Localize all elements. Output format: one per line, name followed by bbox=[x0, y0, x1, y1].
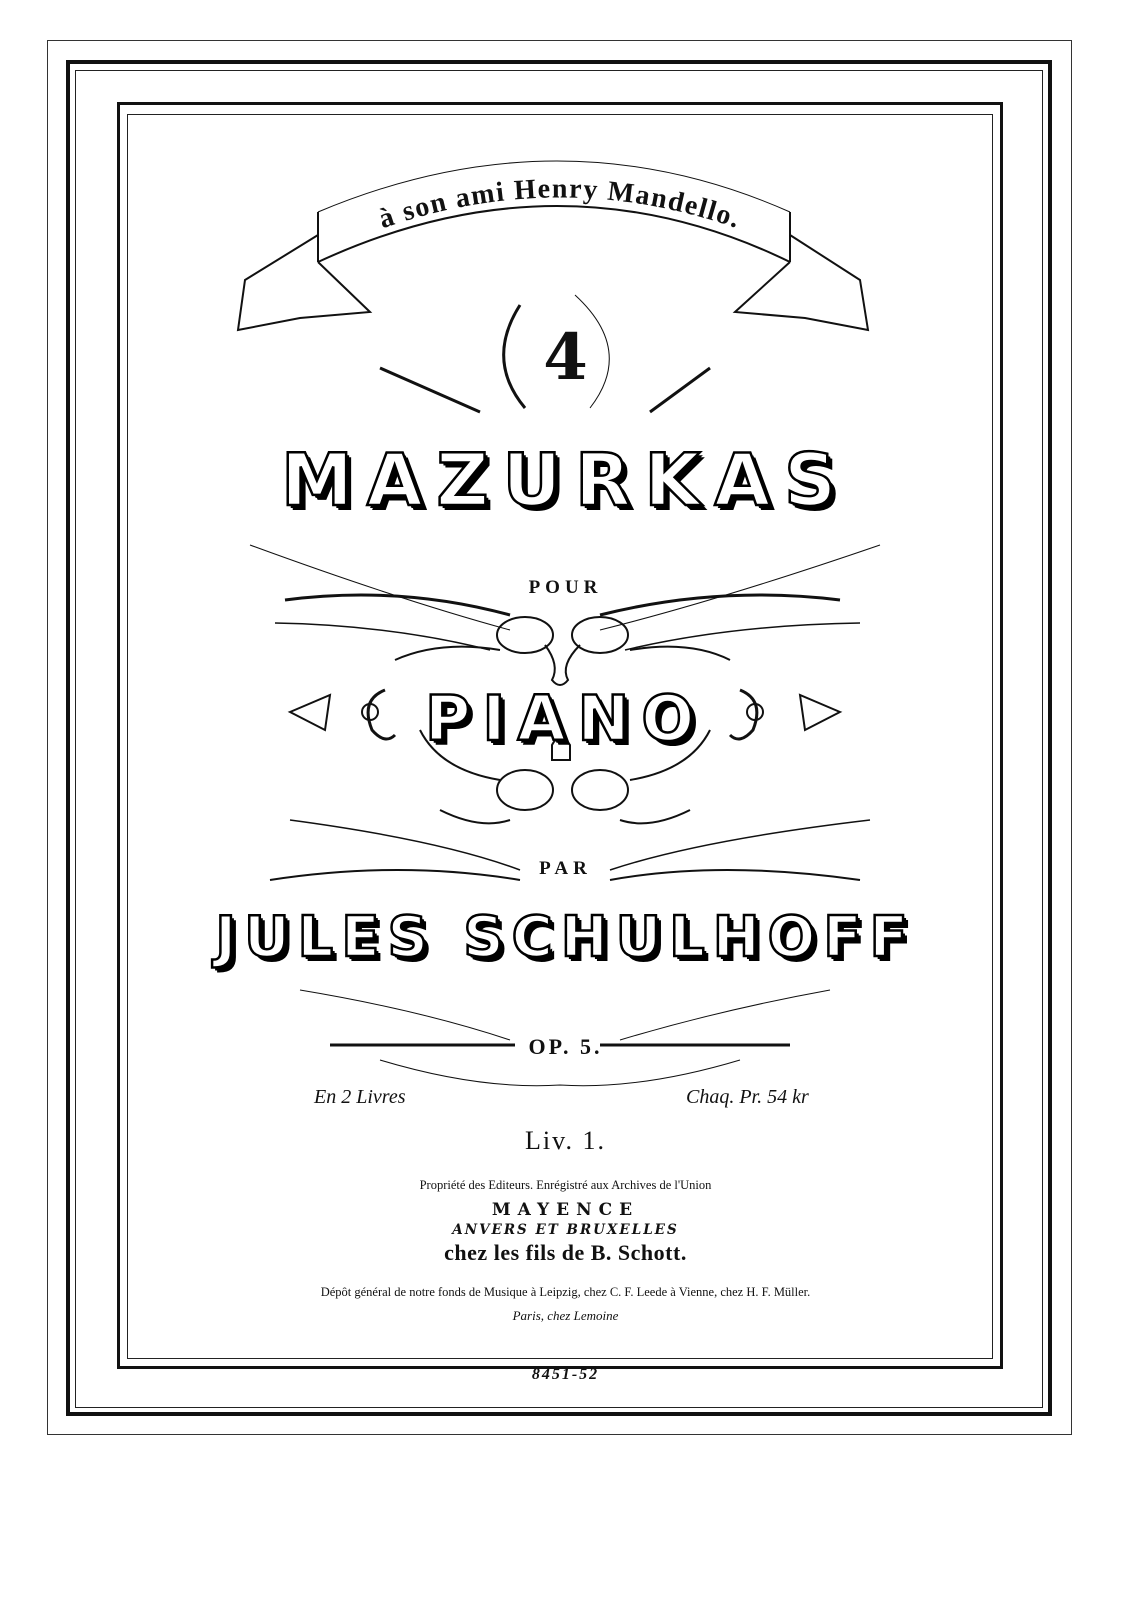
dedication-ribbon bbox=[0, 150, 1131, 270]
publisher-city: MAYENCE bbox=[491, 1200, 640, 1220]
label-par: PAR bbox=[539, 858, 592, 879]
title-mazurkas: MAZURKAS bbox=[281, 438, 850, 522]
depot-note: Dépôt général de notre fonds de Musique à Leipzig, chez C. F. Leede à Vienne, chez H. F. Müller. bbox=[320, 1285, 811, 1299]
opus-number: OP. 5. bbox=[528, 1034, 603, 1059]
property-note: Propriété des Editeurs. Enrégistré aux Archives de l'Union bbox=[419, 1178, 712, 1192]
label-pour: POUR bbox=[528, 577, 603, 598]
publisher-branches: ANVERS ET BRUXELLES bbox=[452, 1222, 679, 1238]
composer-name: JULES SCHULHOFF bbox=[215, 905, 916, 970]
publisher-name: chez les fils de B. Schott. bbox=[444, 1240, 687, 1265]
mazurka-count: 4 bbox=[543, 320, 588, 395]
plate-number: 8451-52 bbox=[531, 1366, 600, 1383]
paris-agent: Paris, chez Lemoine bbox=[512, 1308, 619, 1323]
volumes-note: En 2 Livres bbox=[314, 1086, 406, 1108]
instrument-piano: PIANO bbox=[424, 682, 707, 755]
price-note: Chaq. Pr. 54 kr bbox=[686, 1086, 809, 1108]
svg-text:à son ami Henry Mandello. bbox=[375, 173, 745, 235]
dedication-text: à son ami Henry Mandello. bbox=[374, 173, 746, 236]
book-number: Liv. 1. bbox=[525, 1126, 606, 1155]
